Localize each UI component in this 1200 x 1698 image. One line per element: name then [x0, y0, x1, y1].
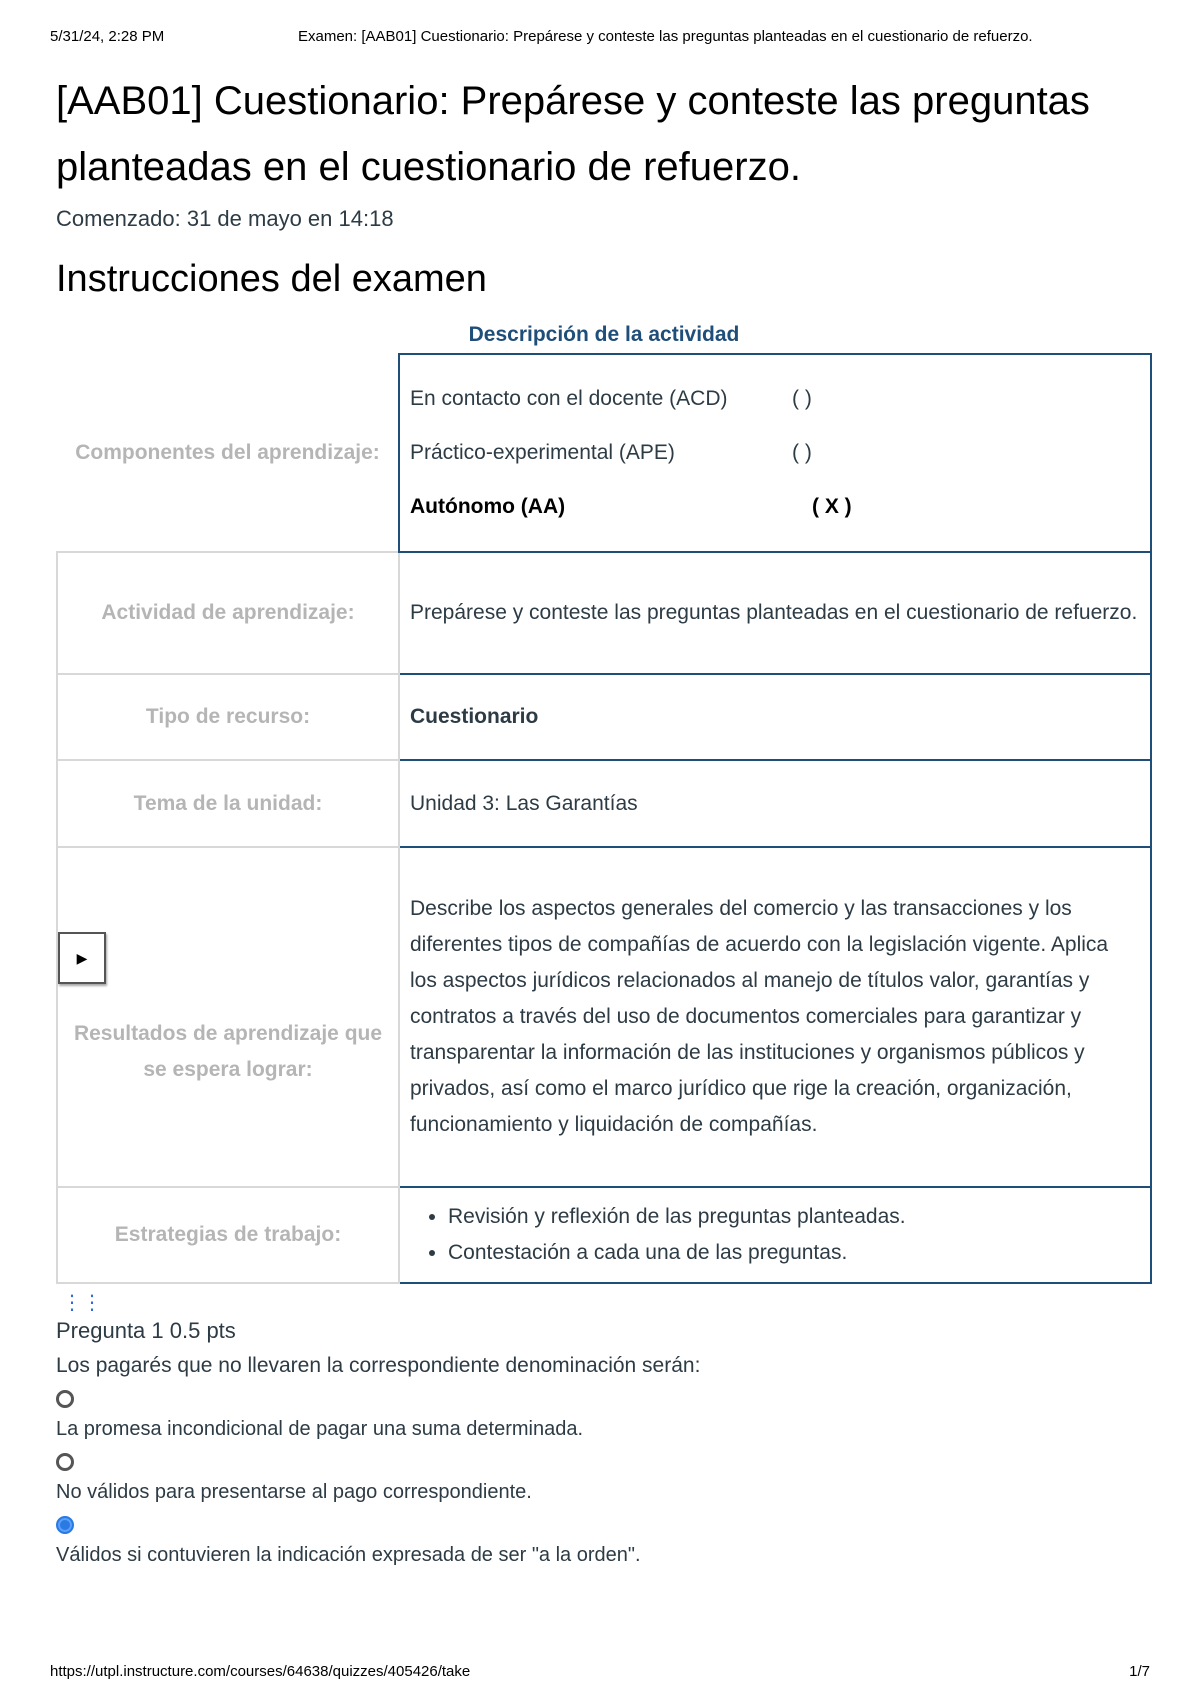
unit-label: Tema de la unidad: — [57, 760, 399, 847]
components-label: Componentes del aprendizaje: — [75, 440, 380, 464]
components-value — [399, 354, 1151, 552]
print-footer — [50, 1663, 1150, 1683]
strategies-value — [399, 1187, 1151, 1283]
page-number: 1/7 — [1129, 1663, 1150, 1680]
strategies-label: Estrategias de trabajo: — [57, 1187, 399, 1283]
activity-table-caption: Descripción de la actividad — [468, 323, 740, 346]
started-timestamp: Comenzado: 31 de mayo en 14:18 — [56, 206, 394, 231]
drag-handle-icon[interactable]: ⋮⋮ — [62, 1290, 102, 1314]
activity-description-table — [56, 353, 1152, 1284]
answer-text: No válidos para presentarse al pago correspondiente. — [56, 1481, 532, 1503]
answer-text: Válidos si contuvieren la indicación expresada de ser "a la orden". — [56, 1544, 641, 1566]
results-label-cell — [57, 847, 399, 1187]
component-name: Práctico-experimental (APE) — [410, 441, 675, 464]
quiz-content — [56, 68, 1152, 1567]
table-row — [57, 674, 1151, 760]
component-acd — [410, 372, 1140, 426]
list-item: • Revisión y reflexión de las preguntas planteadas. — [448, 1199, 1140, 1235]
component-mark: ( ) — [792, 387, 812, 410]
table-row — [57, 847, 1151, 1187]
play-button[interactable] — [58, 932, 106, 984]
unit-value: Unidad 3: Las Garantías — [399, 760, 1151, 847]
activity-label: Actividad de aprendizaje: — [57, 552, 399, 674]
answer-text: La promesa incondicional de pagar una suma determinada. — [56, 1418, 584, 1440]
answer-option — [56, 1453, 1152, 1504]
question-text: Los pagarés que no llevaren la correspondiente denominación serán: — [56, 1354, 701, 1377]
component-name: En contacto con el docente (ACD) — [410, 387, 728, 410]
component-aa — [410, 480, 1140, 534]
table-row — [57, 1187, 1151, 1283]
activity-value: Prepárese y conteste las preguntas planteadas en el cuestionario de refuerzo. — [399, 552, 1151, 674]
component-name: Autónomo (AA) — [410, 495, 566, 518]
instructions-heading: Instrucciones del examen — [56, 258, 487, 300]
results-value: Describe los aspectos generales del comercio y las transacciones y los diferentes tipos de compañías de acuerdo con la legislación vigente. Aplica los aspectos jurídicos relacionados al manejo de títulos valor, garantías y contratos a través del uso de documentos comerciales para garantizar y transparentar la información de las instituciones y organismos públicos y privados, así como el marco jurídico que rige la creación, organización, funcionamiento y liquidación de compañías. — [399, 847, 1151, 1187]
play-icon: ▶ — [76, 949, 88, 966]
answer-radio[interactable] — [56, 1390, 74, 1408]
strategies-list — [410, 1199, 1140, 1271]
answer-option — [56, 1390, 1152, 1441]
answer-option — [56, 1516, 1152, 1567]
quiz-title: [AAB01] Cuestionario: Prepárese y conteste las preguntas planteadas en el cuestionario de refuerzo. — [56, 79, 1090, 189]
resource-value: Cuestionario — [399, 674, 1151, 760]
answer-radio[interactable] — [56, 1453, 74, 1471]
component-mark: ( X ) — [812, 495, 852, 518]
table-row — [57, 552, 1151, 674]
table-row — [57, 760, 1151, 847]
page-url: https://utpl.instructure.com/courses/64638/quizzes/405426/take — [50, 1663, 471, 1680]
results-label: Resultados de aprendizaje que se espera lograr: — [73, 1022, 383, 1081]
list-item: • Contestación a cada una de las preguntas. — [448, 1235, 1140, 1271]
table-row — [57, 354, 1151, 552]
question-header: Pregunta 1 0.5 pts — [56, 1318, 236, 1343]
resource-label: Tipo de recurso: — [57, 674, 399, 760]
print-date: 5/31/24, 2:28 PM — [50, 28, 165, 45]
print-header — [50, 28, 1150, 48]
component-ape — [410, 426, 1140, 480]
print-page-title: Examen: [AAB01] Cuestionario: Prepárese y conteste las preguntas planteadas en el cuestionario de refuerzo. — [298, 28, 1033, 45]
component-mark: ( ) — [792, 441, 812, 464]
answer-radio-selected[interactable] — [56, 1516, 74, 1534]
